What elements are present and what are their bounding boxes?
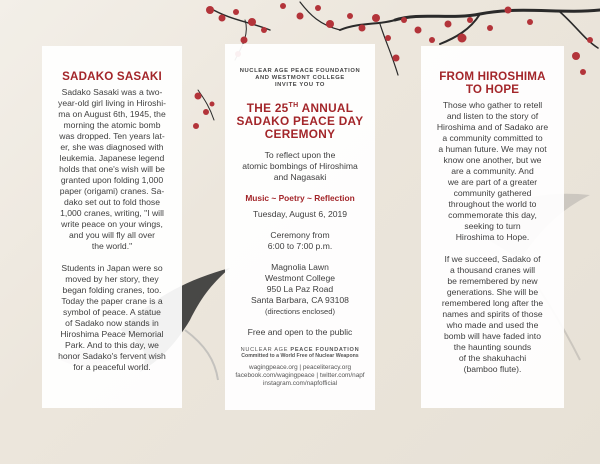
purpose-line: To reflect upon the	[264, 149, 336, 160]
hope-line: a community committed to	[442, 133, 543, 143]
hope-line: remembered long after the	[441, 298, 544, 308]
hope-line: of the shakuhachi	[458, 353, 527, 363]
event-date: Tuesday, August 6, 2019	[252, 208, 348, 219]
hope-line: are a community. And	[451, 166, 534, 176]
time-line: Ceremony from	[270, 229, 330, 240]
purpose-line: and Nagasaki	[273, 171, 327, 182]
hope-line: seeking to turn	[464, 221, 521, 231]
time-line: 6:00 to 7:00 p.m.	[267, 240, 333, 251]
hope-line: the haunting sounds	[453, 342, 532, 352]
instagram-link[interactable]: instagram.com/napfofficial	[262, 379, 338, 387]
footer-tagline: Committed to a World Free of Nuclear Weapons	[241, 352, 359, 359]
hope-line: we are part of a greater	[447, 177, 538, 187]
hope-line: be remembered by new	[447, 276, 538, 286]
title-line-1: THE 25TH ANNUAL	[246, 100, 354, 115]
directions-note: (directions enclosed)	[264, 306, 336, 316]
hope-line: a human future. We may not	[438, 144, 547, 154]
hope-line: and listen to the story of	[446, 111, 539, 121]
story-line: Hiroshima Peace Memorial	[60, 329, 164, 339]
org-line: NUCLEAR AGE PEACE FOUNDATION	[239, 68, 361, 74]
hope-line: Hiroshima and of Sadako are	[436, 122, 549, 132]
event-location	[229, 262, 371, 317]
hope-line: who made and used the	[446, 320, 539, 330]
story-line: granted upon folding 1,000	[60, 175, 164, 185]
story-line: Sadako Sasaki was a two-	[61, 87, 163, 97]
hope-line: commemorate this day,	[448, 210, 537, 220]
hope-line: community gathered	[453, 188, 532, 198]
story-line: holds that one's wish will be	[59, 164, 165, 174]
sadako-heading: SADAKO SASAKI	[62, 70, 162, 83]
invitation-panel	[225, 44, 375, 410]
title-line: CEREMONY	[264, 126, 336, 141]
location-line: Santa Barbara, CA 93108	[251, 294, 349, 305]
program-line: Music ~ Poetry ~ Reflection	[245, 192, 355, 203]
location-line: Magnolia Lawn	[271, 261, 329, 272]
heading-line: FROM HIROSHIMA	[439, 70, 546, 83]
hope-line: bomb will have faded into	[444, 331, 541, 341]
website-links[interactable]: wagingpeace.org | peaceliteracy.org	[248, 363, 352, 371]
sadako-panel	[42, 46, 182, 408]
story-line: of Sadako now stands in	[65, 318, 159, 328]
purpose-line: atomic bombings of Hiroshima	[242, 160, 358, 171]
hope-line: generations. She will be	[446, 287, 539, 297]
hope-line: know one another, but we	[443, 155, 542, 165]
location-line: 950 La Paz Road	[266, 283, 334, 294]
story-line: Park. And to this day, we	[65, 340, 159, 350]
hope-line: (bamboo flute).	[463, 364, 522, 374]
story-line: ma on August 6th, 1945, the	[58, 109, 166, 119]
hope-text	[425, 100, 560, 375]
hope-line: Hiroshima to Hope.	[455, 232, 530, 242]
admission-note: Free and open to the public	[247, 326, 353, 337]
hope-line: a thousand cranes will	[449, 265, 536, 275]
story-line: Today the paper crane is a	[61, 296, 163, 306]
hope-line: Those who gather to retell	[442, 100, 543, 110]
event-title	[229, 99, 371, 141]
story-line: began folding cranes, too.	[62, 285, 162, 295]
title-line: SADAKO PEACE DAY	[236, 113, 364, 128]
story-line: write peace on your wings,	[61, 219, 163, 229]
story-line: paper (origami) cranes. Sa-	[59, 186, 165, 196]
social-links[interactable]: facebook.com/wagingpeace | twitter.com/napf	[235, 371, 365, 379]
hope-heading	[425, 70, 560, 96]
org-line: AND WESTMONT COLLEGE	[255, 75, 345, 81]
hope-line: throughout the world to	[448, 199, 537, 209]
hope-line: If we succeed, Sadako of	[444, 254, 541, 264]
location-line: Westmont College	[264, 272, 336, 283]
story-line: was dropped. Ten years lat-	[59, 131, 165, 141]
story-line: year-old girl living in Hiroshi-	[58, 98, 166, 108]
footer-org: NUCLEAR AGE PEACE FOUNDATION	[240, 346, 360, 353]
host-organizations	[229, 68, 371, 89]
story-line: moved by her story, they	[65, 274, 159, 284]
hope-line: names and spirits of those	[442, 309, 543, 319]
story-line: symbol of peace. A statue	[63, 307, 161, 317]
org-line: INVITE YOU TO	[274, 82, 326, 88]
footer-links	[229, 364, 371, 388]
story-line: er, she was diagnosed with	[60, 142, 164, 152]
story-line: the world."	[91, 241, 133, 251]
story-line: Students in Japan were so	[61, 263, 163, 273]
story-line: and you will fly all over	[69, 230, 155, 240]
sadako-story	[47, 87, 177, 373]
story-line: dako set out to fold those	[63, 197, 161, 207]
heading-line: TO HOPE	[465, 83, 520, 96]
story-line: leukemia. Japanese legend	[59, 153, 165, 163]
hope-panel	[421, 46, 564, 408]
event-time	[229, 230, 371, 252]
story-line: for a peaceful world.	[73, 362, 151, 372]
event-purpose	[229, 150, 371, 183]
story-line: honor Sadako's fervent wish	[58, 351, 166, 361]
story-line: morning the atomic bomb	[63, 120, 161, 130]
story-line: 1,000 cranes, writing, "I will	[60, 208, 164, 218]
